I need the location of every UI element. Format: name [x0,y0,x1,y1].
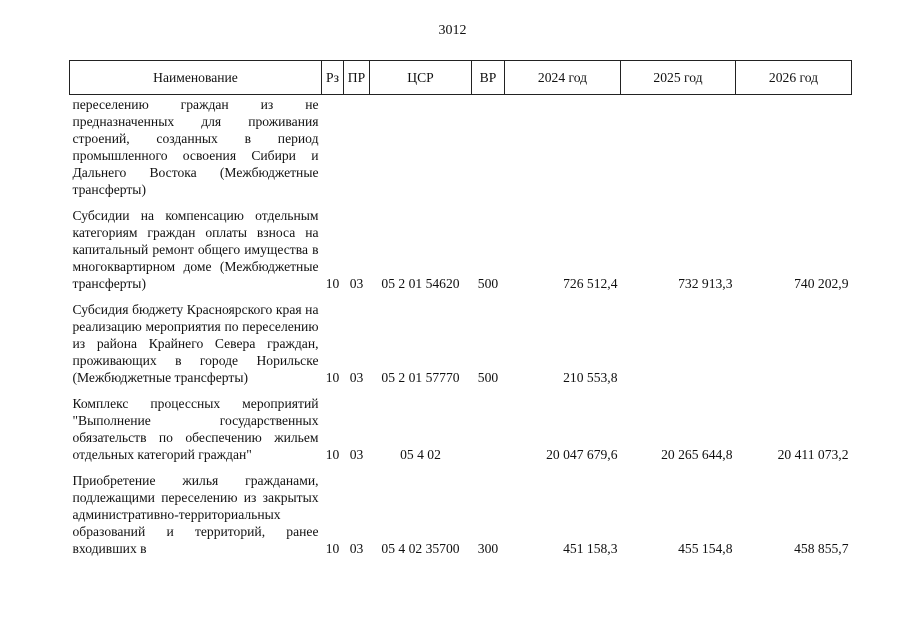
header-vr: ВР [472,61,505,95]
row-vr: 500 [477,370,499,385]
row-2025 [621,295,736,389]
budget-table [69,60,852,560]
header-2026: 2026 год [736,61,852,95]
row-2026: 740 202,9 [794,276,849,291]
row-2026 [736,295,852,389]
header-pr: ПР [344,61,370,95]
table-row [70,389,852,466]
page-number: 3012 [438,23,467,38]
row-name: переселению граждан из не предназначенных для проживания строений, созданных в период промышленного освоения Сибири и Дальнего Востока (Межбюджетные трансферты) [72,97,319,197]
row-2024: 20 047 679,6 [546,447,618,462]
row-pr: 03 [349,541,364,556]
table-header-row [70,61,852,95]
table-row [70,95,852,202]
row-2024: 210 553,8 [563,370,618,385]
row-csr: 05 4 02 35700 [381,541,460,556]
row-vr [472,95,505,202]
row-2024: 451 158,3 [563,541,618,556]
row-2025: 732 913,3 [678,276,733,291]
row-2026 [736,95,852,202]
row-pr: 03 [349,276,364,291]
row-vr [472,389,505,466]
row-name: Субсидия бюджету Красноярского края на реализацию мероприятия по переселению из района Крайнего Севера граждан, проживающих в городе Норильске (Межбюджетные трансферты) [72,302,319,385]
row-csr [370,95,472,202]
row-csr: 05 4 02 [400,447,441,462]
row-rz: 10 [325,541,340,556]
row-rz: 10 [325,370,340,385]
row-csr: 05 2 01 54620 [381,276,460,291]
row-2024 [505,95,621,202]
row-vr: 300 [477,541,499,556]
row-name: Приобретение жилья гражданами, подлежащими переселению из закрытых административно-территориальных образований и территорий, ранее входивших в [72,473,319,556]
row-pr: 03 [349,370,364,385]
header-name: Наименование [70,61,322,95]
header-2024: 2024 год [505,61,621,95]
row-2024: 726 512,4 [563,276,618,291]
row-2025: 20 265 644,8 [661,447,733,462]
table-row [70,466,852,560]
table-row [70,201,852,295]
row-pr [344,95,370,202]
header-csr: ЦСР [370,61,472,95]
row-name: Субсидии на компенсацию отдельным категориям граждан оплаты взноса на капитальный ремонт общего имущества в многоквартирном доме (Межбюджетные трансферты) [72,208,319,291]
row-rz: 10 [325,276,340,291]
row-rz [322,95,344,202]
header-2025: 2025 год [621,61,736,95]
row-vr: 500 [477,276,499,291]
row-rz: 10 [325,447,340,462]
row-2025: 455 154,8 [678,541,733,556]
row-2025 [621,95,736,202]
row-name: Комплекс процессных мероприятий "Выполнение государственных обязательств по обеспечению жильем отдельных категорий граждан" [72,396,319,462]
header-rz: Рз [322,61,344,95]
table-row [70,295,852,389]
row-pr: 03 [349,447,364,462]
row-2026: 20 411 073,2 [777,447,849,462]
row-2026: 458 855,7 [794,541,849,556]
row-csr: 05 2 01 57770 [381,370,460,385]
